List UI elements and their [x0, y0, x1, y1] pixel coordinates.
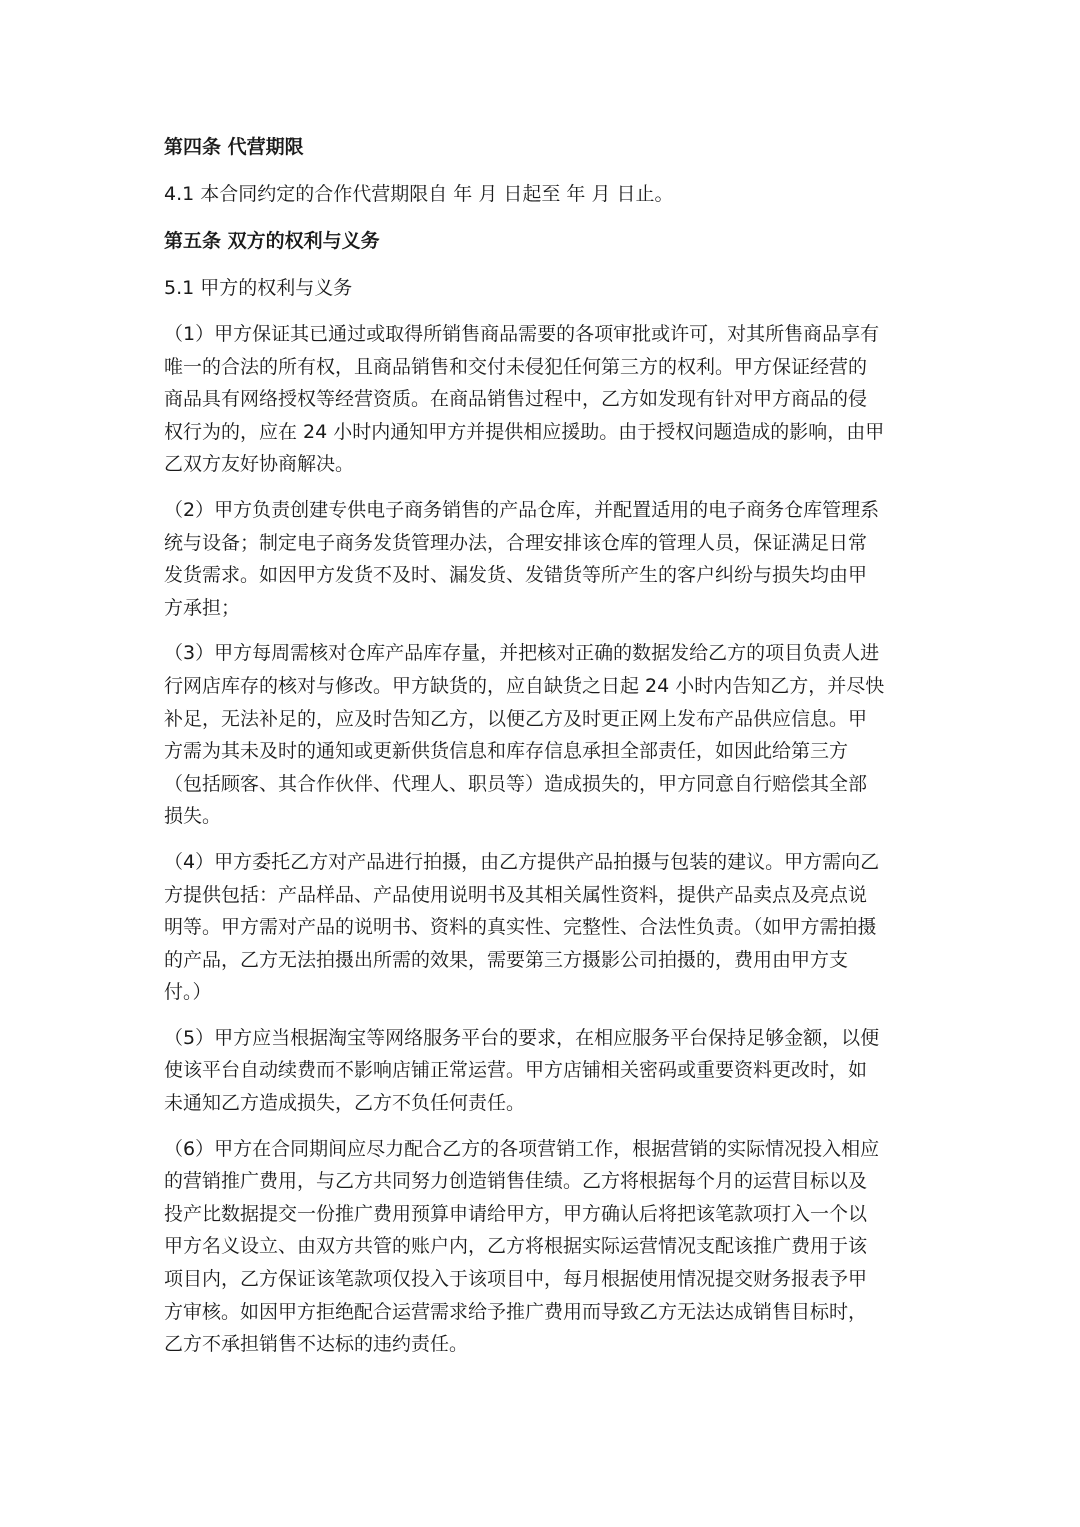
text-line: 乙方不承担销售不达标的违约责任。: [164, 1333, 469, 1356]
text-line: 的营销推广费用，与乙方共同努力创造销售佳绩。乙方将根据每个月的运营目标以及: [164, 1170, 868, 1193]
text-line: 乙双方友好协商解决。: [164, 453, 355, 476]
text-line: 未通知乙方造成损失，乙方不负任何责任。: [164, 1092, 526, 1115]
article-5-heading: 第五条 双方的权利与义务: [164, 230, 380, 252]
text-line: 投产比数据提交一份推广费用预算申请给甲方，甲方确认后将把该笔款项打入一个以: [164, 1202, 868, 1225]
text-line: （3）甲方每周需核对仓库产品库存量，并把核对正确的数据发给乙方的项目负责人进: [164, 642, 880, 665]
text-line: 补足，无法补足的，应及时告知乙方，以便乙方及时更正网上发布产品供应信息。甲: [164, 707, 868, 730]
text-line: 行网店库存的核对与修改。甲方缺货的，应自缺货之日起 24 小时内告知乙方，并尽快: [164, 674, 885, 697]
item-4-paragraph: [164, 846, 916, 1009]
text-line: （包括顾客、其合作伙伴、代理人、职员等）造成损失的，甲方同意自行赔偿其全部: [164, 772, 868, 795]
text-line: （1）甲方保证其已通过或取得所销售商品需要的各项审批或许可，对其所售商品享有: [164, 323, 880, 345]
item-5-paragraph: [164, 1022, 916, 1120]
item-3-paragraph: [164, 637, 916, 833]
text-line: 使该平台自动续费而不影响店铺正常运营。甲方店铺相关密码或重要资料更改时，如: [164, 1059, 868, 1082]
article-4-heading: 第四条 代营期限: [164, 136, 304, 158]
clause-5-1: 5.1 甲方的权利与义务: [164, 277, 353, 299]
text-line: 付。）: [164, 981, 212, 1004]
text-line: 方承担；: [164, 596, 241, 619]
text-line: （4）甲方委托乙方对产品进行拍摄，由乙方提供产品拍摄与包装的建议。甲方需向乙: [164, 850, 880, 873]
clause-4-1: 4.1 本合同约定的合作代营期限自 年 月 日起至 年 月 日止。: [164, 183, 674, 205]
text-line: 权行为的，应在 24 小时内通知甲方并提供相应援助。由于授权问题造成的影响，由甲: [164, 420, 885, 443]
item-2-paragraph: [164, 494, 916, 624]
item-1-paragraph: [164, 318, 916, 481]
text-line: 损失。: [164, 805, 222, 828]
text-line: 甲方名义设立、由双方共管的账户内，乙方将根据实际运营情况支配该推广费用于该: [164, 1235, 868, 1258]
text-line: 方审核。如因甲方拒绝配合运营需求给予推广费用而导致乙方无法达成销售目标时，: [164, 1300, 868, 1323]
text-line: 商品具有网络授权等经营资质。在商品销售过程中，乙方如发现有针对甲方商品的侵: [164, 388, 868, 411]
text-line: 统与设备；制定电子商务发货管理办法，合理安排该仓库的管理人员，保证满足日常: [164, 531, 868, 554]
text-line: 发货需求。如因甲方发货不及时、漏发货、发错货等所产生的客户纠纷与损失均由甲: [164, 564, 868, 587]
text-line: 的产品，乙方无法拍摄出所需的效果，需要第三方摄影公司拍摄的，费用由甲方支: [164, 948, 849, 971]
text-line: 明等。甲方需对产品的说明书、资料的真实性、完整性、合法性负责。（如甲方需拍摄: [164, 916, 877, 939]
item-6-paragraph: [164, 1133, 916, 1361]
text-line: 方提供包括：产品样品、产品使用说明书及其相关属性资料，提供产品卖点及亮点说: [164, 883, 868, 906]
text-line: （6）甲方在合同期间应尽力配合乙方的各项营销工作，根据营销的实际情况投入相应: [164, 1137, 880, 1160]
text-line: （2）甲方负责创建专供电子商务销售的产品仓库，并配置适用的电子商务仓库管理系: [164, 498, 880, 521]
text-line: （5）甲方应当根据淘宝等网络服务平台的要求，在相应服务平台保持足够金额，以便: [164, 1026, 880, 1049]
text-line: 方需为其未及时的通知或更新供货信息和库存信息承担全部责任，如因此给第三方: [164, 740, 849, 763]
text-line: 唯一的合法的所有权，且商品销售和交付未侵犯任何第三方的权利。甲方保证经营的: [164, 355, 868, 378]
text-line: 项目内，乙方保证该笔款项仅投入于该项目中，每月根据使用情况提交财务报表予甲: [164, 1268, 868, 1291]
